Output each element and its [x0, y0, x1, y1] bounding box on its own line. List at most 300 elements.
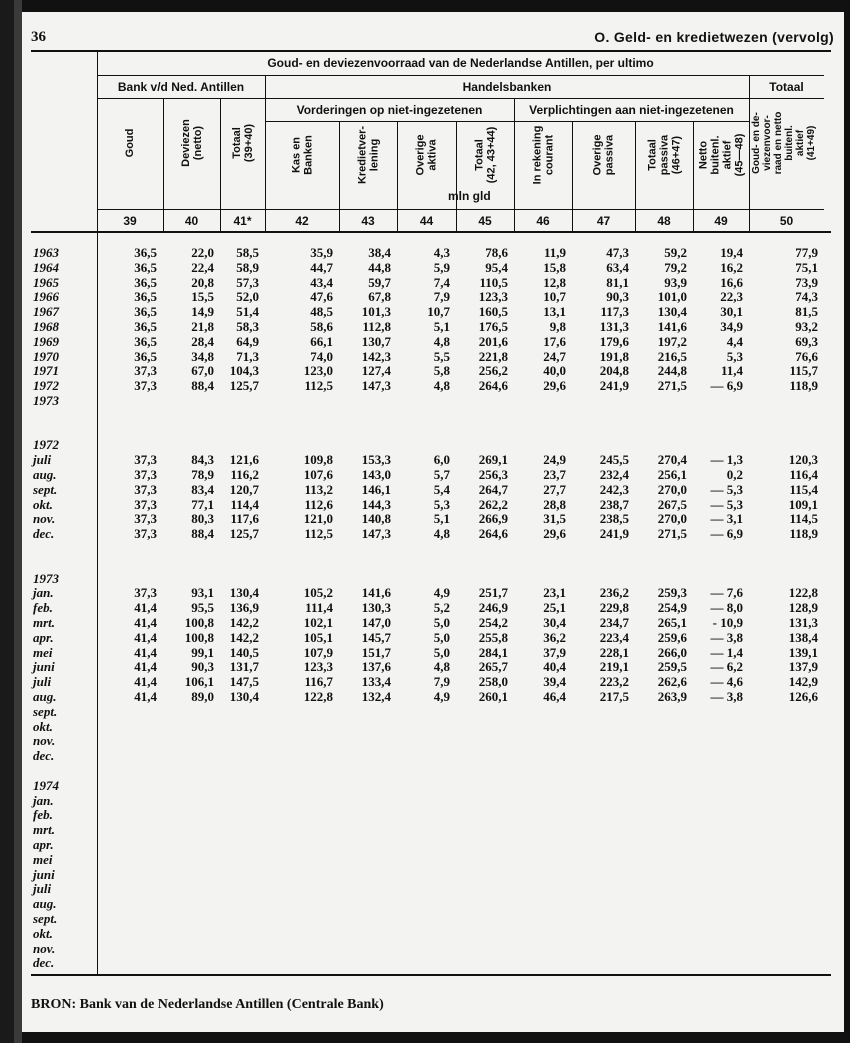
table-cell: 130,4: [657, 304, 687, 320]
table-cell: 131,3: [788, 615, 818, 630]
table-cell: 7,9: [433, 674, 450, 690]
table-cell: 234,7: [599, 615, 629, 630]
table-cell: 139,1: [788, 644, 818, 660]
table-cell: 5,3: [433, 496, 450, 512]
row-label: aug.: [33, 467, 57, 482]
table-cell: 4,8: [433, 378, 450, 394]
table-cell: 102,1: [303, 615, 333, 630]
table-cell: 37,3: [134, 585, 157, 601]
table-cell: 259,5: [657, 659, 687, 675]
row-label: feb.: [33, 807, 53, 823]
table-cell: 5,1: [433, 319, 450, 334]
table-cell: 141,6: [657, 319, 687, 334]
table-cell: 270,0: [657, 481, 687, 497]
table-cell: 41,4: [134, 615, 157, 630]
table-cell: 262,6: [657, 674, 687, 690]
table-cell: 130,7: [361, 333, 391, 349]
table-cell: 30,4: [543, 615, 566, 630]
table-cell: 144,3: [361, 496, 391, 512]
table-cell: 151,7: [361, 644, 391, 660]
column-header: Overige aktiva: [414, 134, 439, 175]
table-cell: 176,5: [478, 319, 508, 334]
row-label: nov.: [33, 511, 56, 527]
table-cell: 22,3: [720, 289, 743, 305]
table-cell: 29,6: [543, 378, 566, 394]
table-cell: 10,7: [427, 304, 450, 320]
table-cell: 125,7: [229, 526, 259, 542]
table-cell: 241,9: [599, 526, 629, 542]
table-cell: 67,8: [368, 289, 391, 305]
table-cell: 265,7: [478, 659, 508, 675]
table-cell: 264,6: [478, 378, 508, 394]
table-cell: 36,5: [134, 245, 157, 260]
table-cell: 4,9: [433, 689, 450, 704]
table-cell: 95,4: [485, 259, 508, 275]
table-cell: — 5,3: [710, 496, 743, 512]
column-header: Goud: [124, 128, 136, 158]
table-cell: 121,6: [229, 452, 259, 468]
table-cell: 36,5: [134, 259, 157, 275]
table-cell: 245,5: [599, 452, 629, 468]
table-cell: 39,4: [543, 674, 566, 690]
table-cell: 41,4: [134, 600, 157, 616]
table-cell: 201,6: [478, 333, 508, 349]
table-cell: 122,8: [788, 585, 818, 601]
table-cell: — 1,4: [710, 644, 743, 660]
table-cell: 25,1: [543, 600, 566, 616]
table-cell: 90,3: [606, 289, 629, 305]
table-cell: 228,1: [599, 644, 629, 660]
table-cell: 256,3: [478, 467, 508, 482]
group-handelsbanken: Handelsbanken: [462, 80, 552, 94]
table-cell: 114,5: [789, 511, 818, 527]
table-cell: 23,1: [543, 585, 566, 601]
table-cell: 238,5: [599, 511, 629, 527]
table-cell: 221,8: [478, 348, 508, 364]
column-header: Totaal (42, 43+44): [473, 126, 497, 183]
row-label: feb.: [33, 600, 53, 616]
column-header: Goud- en de- viezenvoor- raad en netto buitenl. aktief (41+49): [750, 111, 817, 175]
table-cell: 270,4: [657, 452, 687, 468]
table-cell: 58,5: [236, 245, 259, 260]
table-cell: 37,3: [134, 481, 157, 497]
table-cell: 5,3: [726, 348, 743, 364]
table-cell: 37,3: [134, 511, 157, 527]
row-label: 1966: [33, 289, 59, 305]
table-cell: 229,8: [599, 600, 629, 616]
table-cell: 64,9: [236, 333, 259, 349]
table-cell: 43,4: [310, 274, 333, 290]
column-header: Totaal (39+40): [230, 123, 255, 163]
table-cell: 95,5: [191, 600, 214, 616]
column-header: Totaal passiva (46+47): [646, 134, 682, 175]
table-cell: 35,9: [310, 245, 333, 260]
row-label: sept.: [33, 481, 58, 497]
table-cell: 141,6: [361, 585, 391, 601]
table-cell: 7,9: [433, 289, 450, 305]
table-cell: 44,8: [368, 259, 391, 275]
table-cell: 24,7: [543, 348, 566, 364]
table-cell: 77,1: [191, 496, 214, 512]
table-cell: 71,3: [236, 348, 259, 364]
table-cell: 93,1: [191, 585, 214, 601]
table-cell: — 3,8: [710, 629, 743, 645]
table-cell: 37,3: [134, 378, 157, 394]
table-cell: 59,7: [368, 274, 391, 290]
table-cell: — 5,3: [710, 481, 743, 497]
row-label: 1967: [33, 304, 59, 320]
table-cell: 5,0: [433, 629, 450, 645]
table-cell: 101,3: [361, 304, 391, 320]
table-cell: 37,3: [134, 467, 157, 482]
table-cell: 84,3: [191, 452, 214, 468]
table-cell: — 6,9: [710, 378, 743, 394]
table-cell: 113,2: [304, 481, 333, 497]
table-cell: 5,0: [433, 615, 450, 630]
table-cell: 259,3: [657, 585, 687, 601]
row-label: apr.: [33, 837, 54, 852]
table-cell: 125,7: [229, 378, 259, 394]
table-cell: 142,2: [229, 629, 259, 645]
table-cell: 31,5: [543, 511, 566, 527]
section-header: O. Geld- en kredietwezen (vervolg): [594, 29, 834, 45]
row-label: okt.: [33, 496, 53, 512]
table-cell: 81,1: [606, 274, 629, 290]
table-cell: 36,5: [134, 274, 157, 290]
table-cell: 28,8: [543, 496, 566, 512]
row-label: sept.: [33, 703, 58, 719]
row-label: juni: [33, 866, 55, 882]
table-cell: 90,3: [191, 659, 214, 675]
table-cell: 269,1: [478, 452, 508, 468]
table-cell: 104,3: [229, 363, 259, 379]
table-cell: 110,5: [479, 274, 508, 290]
table-cell: 251,7: [478, 585, 508, 601]
column-number: 43: [361, 214, 375, 228]
row-label: jan.: [33, 585, 54, 601]
column-number: 41*: [233, 214, 252, 228]
table-cell: 12,8: [543, 274, 566, 290]
row-label: 1974: [33, 777, 59, 793]
table-cell: 4,8: [433, 526, 450, 542]
table-cell: 48,5: [310, 304, 333, 320]
table-cell: 76,6: [795, 348, 818, 364]
table-cell: 105,1: [303, 629, 333, 645]
table-cell: 20,8: [191, 274, 214, 290]
table-cell: 11,4: [720, 363, 743, 379]
table-cell: 147,0: [361, 615, 391, 630]
table-cell: 106,1: [184, 674, 214, 690]
table-cell: 128,9: [788, 600, 818, 616]
table-cell: — 6,2: [710, 659, 743, 675]
table-cell: 115,7: [789, 363, 818, 379]
table-cell: 132,4: [361, 689, 391, 704]
table-cell: 63,4: [606, 259, 629, 275]
row-label: 1973: [33, 570, 59, 586]
table-cell: 24,9: [543, 452, 566, 468]
table-cell: 100,8: [184, 615, 214, 630]
table-cell: 29,6: [543, 526, 566, 542]
table-cell: 40,0: [543, 363, 566, 379]
table-cell: 40,4: [543, 659, 566, 675]
table-cell: 5,0: [433, 644, 450, 660]
row-label: okt.: [33, 925, 53, 941]
group-vorderingen: Vorderingen op niet-ingezetenen: [296, 103, 483, 117]
table-cell: 109,1: [788, 496, 818, 512]
table-cell: 118,9: [789, 526, 818, 542]
table-cell: 123,3: [303, 659, 333, 675]
row-label: nov.: [33, 733, 56, 749]
table-cell: 266,0: [657, 644, 687, 660]
table-cell: 130,4: [229, 689, 259, 704]
table-cell: 140,8: [361, 511, 391, 527]
table-cell: 118,9: [789, 378, 818, 394]
table-cell: 142,3: [361, 348, 391, 364]
table-cell: 69,3: [795, 333, 818, 349]
row-label: mei: [33, 644, 53, 660]
table-cell: 52,0: [236, 289, 259, 305]
table-cell: 27,7: [543, 481, 566, 497]
table-cell: 262,2: [478, 496, 508, 512]
table-cell: 117,3: [600, 304, 629, 320]
table-cell: 5,8: [433, 363, 450, 379]
table-cell: 255,8: [478, 629, 508, 645]
table-cell: 58,6: [310, 319, 333, 334]
table-cell: 130,4: [229, 585, 259, 601]
table-cell: 41,4: [134, 689, 157, 704]
table-cell: 244,8: [657, 363, 687, 379]
table-cell: 11,9: [543, 245, 566, 260]
unit-label: mln gld: [448, 189, 491, 203]
row-label: 1965: [33, 274, 59, 290]
table-cell: 109,8: [303, 452, 333, 468]
table-cell: 120,3: [788, 452, 818, 468]
source-note: BRON: Bank van de Nederlandse Antillen (Centrale Bank): [31, 997, 384, 1012]
column-header: Kredietver- lening: [356, 125, 380, 184]
table-cell: 107,9: [303, 644, 333, 660]
table-cell: 57,3: [236, 274, 259, 290]
table-cell: 4,3: [433, 245, 450, 260]
table-title: Goud- en deviezenvoorraad van de Nederlandse Antillen, per ultimo: [267, 56, 654, 70]
table-cell: 223,4: [599, 629, 629, 645]
table-cell: — 3,1: [710, 511, 743, 527]
table-cell: 266,9: [478, 511, 508, 527]
table-cell: 4,9: [433, 585, 450, 601]
table-cell: 145,7: [361, 629, 391, 645]
table-cell: 197,2: [657, 333, 687, 349]
table-cell: 122,8: [303, 689, 333, 704]
table-cell: 115,4: [789, 481, 818, 497]
table-cell: 232,4: [599, 467, 629, 482]
table-cell: 265,1: [657, 615, 687, 630]
row-label: 1963: [33, 245, 59, 260]
table-cell: 133,4: [361, 674, 391, 690]
table-cell: 93,9: [664, 274, 687, 290]
table-cell: 258,0: [478, 674, 508, 690]
table-cell: — 6,9: [710, 526, 743, 542]
table-cell: 105,2: [303, 585, 333, 601]
table-cell: 36,5: [134, 333, 157, 349]
table-cell: 217,5: [599, 689, 629, 704]
table-cell: — 8,0: [710, 600, 743, 616]
table-cell: 101,0: [657, 289, 687, 305]
column-header: Netto buitenl. aktief (45—48): [697, 133, 745, 176]
row-label: 1969: [33, 333, 59, 349]
table-cell: 41,4: [134, 674, 157, 690]
row-label: dec.: [33, 526, 55, 542]
row-label: okt.: [33, 718, 53, 734]
table-cell: 131,3: [599, 319, 629, 334]
table-cell: 19,4: [720, 245, 743, 260]
table-cell: 36,2: [543, 629, 566, 645]
table-cell: 120,7: [229, 481, 259, 497]
row-label: mei: [33, 851, 53, 867]
row-label: 1970: [33, 348, 59, 364]
table-cell: 28,4: [191, 333, 214, 349]
table-cell: 147,3: [361, 526, 391, 542]
table-cell: 260,1: [478, 689, 508, 704]
row-label: nov.: [33, 940, 56, 956]
table-cell: 4,8: [433, 333, 450, 349]
table-cell: 117,6: [230, 511, 259, 527]
table-cell: 15,8: [543, 259, 566, 275]
table-cell: 256,2: [478, 363, 508, 379]
table-cell: 37,3: [134, 363, 157, 379]
table-cell: 73,9: [795, 274, 818, 290]
table-cell: 10,7: [543, 289, 566, 305]
table-cell: 47,3: [606, 245, 629, 260]
row-label: aug.: [33, 689, 57, 704]
table-cell: 41,4: [134, 644, 157, 660]
table-cell: 0,2: [726, 467, 743, 482]
table-cell: — 1,3: [710, 452, 743, 468]
table-cell: 256,1: [657, 467, 687, 482]
column-number: 49: [714, 214, 728, 228]
table-cell: 254,2: [478, 615, 508, 630]
table-cell: 66,1: [310, 333, 333, 349]
table-cell: 58,9: [236, 259, 259, 275]
table-cell: 142,2: [229, 615, 259, 630]
table-cell: 58,3: [236, 319, 259, 334]
row-label: 1968: [33, 319, 59, 334]
table-cell: 77,9: [795, 245, 818, 260]
table-cell: 140,5: [229, 644, 259, 660]
table-cell: 7,4: [433, 274, 450, 290]
table-cell: 238,7: [599, 496, 629, 512]
table-cell: 179,6: [599, 333, 629, 349]
table-cell: 116,7: [304, 674, 333, 690]
group-bank: Bank v/d Ned. Antillen: [117, 80, 245, 94]
column-number: 40: [184, 214, 199, 228]
column-header: Deviezen (netto): [179, 119, 204, 167]
table-cell: 191,8: [599, 348, 629, 364]
table-cell: 22,4: [191, 259, 214, 275]
table-cell: 16,2: [720, 259, 743, 275]
table-cell: 4,4: [726, 333, 743, 349]
table-cell: 270,0: [657, 511, 687, 527]
page: [22, 12, 844, 1032]
table-cell: 67,0: [191, 363, 214, 379]
table-cell: 264,6: [478, 526, 508, 542]
table-cell: 126,6: [788, 689, 818, 704]
table-cell: 5,4: [433, 481, 450, 497]
table-cell: 9,8: [549, 319, 566, 334]
table-cell: 37,9: [543, 644, 566, 660]
table-cell: 88,4: [191, 378, 214, 394]
table-cell: 137,6: [361, 659, 391, 675]
table-cell: 23,7: [543, 467, 566, 482]
table-cell: — 7,6: [710, 585, 743, 601]
table-cell: 160,5: [478, 304, 508, 320]
row-label: 1971: [33, 363, 59, 379]
table-cell: 246,9: [478, 600, 508, 616]
table-cell: 112,8: [362, 319, 391, 334]
table-cell: 81,5: [795, 304, 818, 320]
table-cell: 142,9: [788, 674, 818, 690]
column-header: Overige passiva: [591, 134, 616, 175]
table-cell: 6,0: [433, 452, 450, 468]
table-cell: 116,2: [230, 467, 259, 482]
table-cell: 21,8: [191, 319, 214, 334]
column-number: 42: [295, 214, 309, 228]
table-cell: 271,5: [657, 526, 687, 542]
table-cell: 93,2: [795, 319, 818, 334]
table-cell: 30,1: [720, 304, 743, 320]
table-cell: 88,4: [191, 526, 214, 542]
table-cell: — 3,8: [710, 689, 743, 704]
book-spine: [0, 0, 22, 1043]
table-cell: - 10,9: [712, 615, 743, 630]
table-cell: 5,5: [433, 348, 450, 364]
table-cell: 242,3: [599, 481, 629, 497]
table-cell: — 4,6: [710, 674, 743, 690]
column-number: 45: [478, 214, 492, 228]
row-label: juni: [33, 659, 55, 675]
table-cell: 271,5: [657, 378, 687, 394]
column-header: Kas en Banken: [290, 134, 314, 175]
table-cell: 37,3: [134, 526, 157, 542]
row-label: dec.: [33, 748, 55, 764]
table-cell: 5,1: [433, 511, 450, 527]
table-cell: 136,9: [229, 600, 259, 616]
table-cell: 236,2: [599, 585, 629, 601]
table-cell: 74,3: [795, 289, 818, 305]
table-cell: 112,5: [304, 526, 333, 542]
table-cell: 75,1: [795, 259, 818, 275]
column-number: 48: [657, 214, 671, 228]
table-cell: 5,9: [433, 259, 450, 275]
table-cell: 36,5: [134, 319, 157, 334]
table-cell: 37,3: [134, 496, 157, 512]
table-cell: 146,1: [361, 481, 391, 497]
table-cell: 46,4: [543, 689, 566, 704]
table-cell: 79,2: [664, 259, 687, 275]
table-cell: 78,9: [191, 467, 214, 482]
table-cell: 78,6: [485, 245, 508, 260]
column-number: 47: [596, 214, 611, 228]
table-cell: 112,6: [304, 496, 333, 512]
table-cell: 147,5: [229, 674, 259, 690]
table-cell: 47,6: [310, 289, 333, 305]
table-cell: 263,9: [657, 689, 687, 704]
column-number: 39: [123, 214, 137, 228]
column-number: 46: [536, 214, 550, 228]
table-cell: 143,0: [361, 467, 391, 482]
row-label: mrt.: [33, 615, 56, 630]
row-label: sept.: [33, 911, 58, 926]
row-label: apr.: [33, 629, 54, 645]
table-cell: 267,5: [657, 496, 687, 512]
